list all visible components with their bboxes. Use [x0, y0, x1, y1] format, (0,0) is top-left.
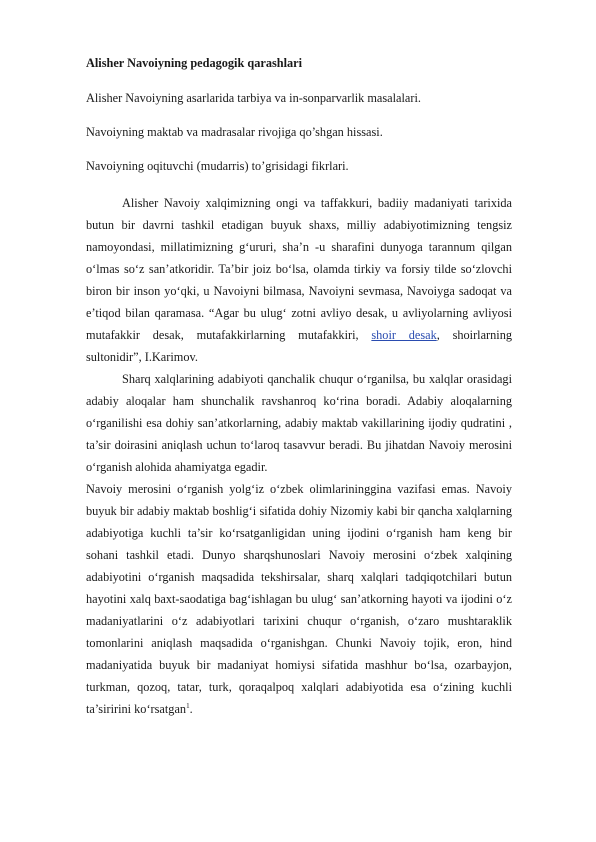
paragraph-3-text: Navoiy merosini o‘rganish yolg‘iz o‘zbek olimlarininggina vazifasi emas. Navoiy buyuk bir adabiy maktab boshlig‘i sifatida dohiy Nizomiy kabi bir qancha xalqlarning adabiyotiga kuchli ta’sir ko‘rsatganligidan uning ijodini o‘rganish ham keng bir sohani tashkil etadi. Dunyo sharqshunoslari Navoiy merosini o‘zbek xalqining adabiyotini o‘rganish maqsadida tekshirsalar, sharq xalqlari tadqiqotchilari butun hayotini xalq baxt-saodatiga bag‘ishlagan bu ulug‘ san’atkorning hayoti va ijodini o‘z madaniyatlarini o‘z adabiyotlari tarixini chuqur o‘rganish, o‘zaro mushtaraklik tomonlarini aniqlash maqsadida o‘rganishgan. Chunki Navoiy tojik, eron, hind madaniyatida buyuk bir madaniyat homiysi sifatida mashhur bo‘lsa, ozarbayjon, turkman, qozoq, tatar, turk, qoraqalpoq xalqlari adabiyotida esa o‘zining kuchli ta’siririni ko‘rsatgan: [86, 482, 512, 716]
paragraph-2: Sharq xalqlarining adabiyoti qanchalik chuqur o‘rganilsa, bu xalqlar orasidagi adabiy aloqalar ham shunchalik ravshanroq ko‘rina boradi. Adabiy aloqalarning o‘rganilishi esa dohiy san’atkorlarning, adabiy maktab vakillarining ijodiy qudratini , ta’sir doirasini aniqlash uchun to‘laroq tasavvur beradi. Bu jihatdan Navoiy merosini o‘rganish alohida ahamiyatga egadir.: [86, 372, 512, 474]
paragraph-1: [86, 192, 512, 368]
footnote-marker[interactable]: 1: [186, 701, 190, 710]
paragraph-3-end: .: [189, 702, 193, 716]
topic-line-3: Navoiyning oqituvchi (mudarris) to’grisidagi fikrlari.: [86, 159, 349, 173]
document-page: [86, 55, 512, 720]
topic-line-1: Alisher Navoiyning asarlarida tarbiya va in-sonparvarlik masalalari.: [86, 91, 421, 105]
paragraph-1-text: Alisher Navoiy xalqimizning ongi va taffakkuri, badiiy madaniyati tarixida butun bir davrni tashkil etadigan buyuk shaxs, milliy adabiyotimizning tengsiz namoyondasi, millatimizning g‘ururi, sha’n -u sharafini dunyoga tarannum qilgan o‘lmas so‘z san’atkoridir. Ta’bir joiz bo‘lsa, olamda tirkiy va forsiy tilde so‘zlovchi biron bir inson yo‘qki, u Navoiyni bilmasa, Navoiyni sevmasa, Navoiyga sadoqat va e’tiqod bilan qaramasa. “Agar bu ulug‘ zotni avliyo desak, u avliyolarning avliyosi mutafakkir desak, mutafakkirlarning mutafakkiri,: [86, 196, 512, 342]
paragraph-3: [86, 478, 512, 720]
paragraph-1-tail: , shoirlarning sultonidir”, I.Karimov.: [86, 328, 513, 364]
shoir-desak-link[interactable]: shoir desak: [371, 328, 437, 342]
topic-line-2: Navoiyning maktab va madrasalar rivojiga qo’shgan hissasi.: [86, 125, 383, 139]
document-title: Alisher Navoiyning pedagogik qarashlari: [86, 56, 303, 70]
